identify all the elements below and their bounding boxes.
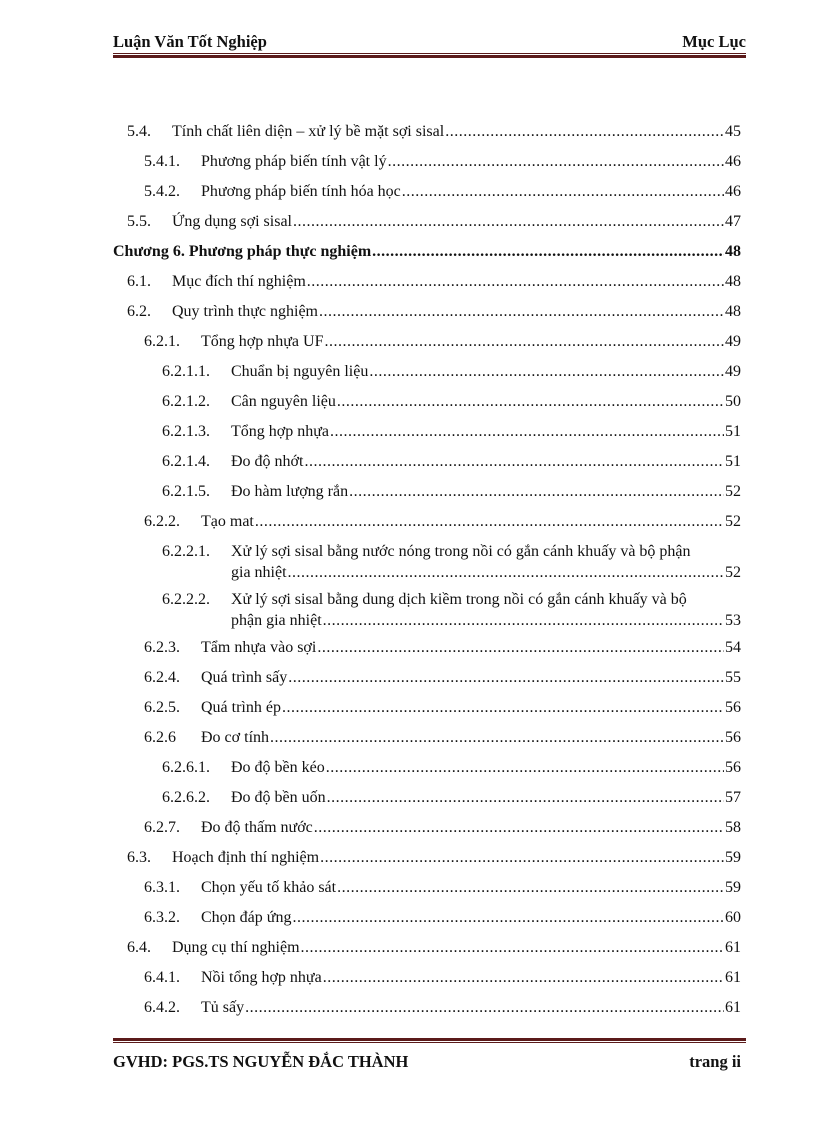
toc-entry-title: Tạo mat <box>201 513 254 530</box>
toc-leader-dots <box>445 120 724 143</box>
toc-entry-page: 53 <box>725 612 741 629</box>
toc-entry[interactable] <box>162 480 741 503</box>
toc-entry-number: 6.2.2.2. <box>162 591 210 608</box>
toc-entry-page: 51 <box>725 423 741 440</box>
toc-leader-dots <box>330 420 724 443</box>
toc-leader-dots <box>319 300 724 323</box>
toc-entry-title: Xử lý sợi sisal bằng dung dịch kiềm trong nồi có gắn cánh khuấy và bộ <box>231 591 687 608</box>
toc-entry[interactable] <box>162 420 741 443</box>
toc-leader-dots <box>314 816 724 839</box>
toc-entry-page: 52 <box>725 564 741 581</box>
toc-entry-number: 6.2.7. <box>144 819 180 836</box>
toc-leader-dots <box>255 510 724 533</box>
toc-entry-number: 6.2.5. <box>144 699 180 716</box>
toc-leader-dots <box>304 450 724 473</box>
toc-entry-title: Hoạch định thí nghiệm <box>172 849 320 866</box>
toc-entry-page: 45 <box>725 123 741 140</box>
toc-entry-page: 61 <box>725 969 741 986</box>
toc-leader-dots <box>307 270 724 293</box>
toc-entry-title: Phương pháp biến tính vật lý <box>201 153 387 170</box>
toc-leader-dots <box>301 936 724 959</box>
toc-leader-dots <box>324 330 724 353</box>
header-section: Mục Lục <box>682 32 746 51</box>
toc-leader-dots <box>326 756 724 779</box>
toc-leader-dots <box>292 906 724 929</box>
toc-entry[interactable] <box>162 450 741 473</box>
toc-entry-number: 5.4.2. <box>144 183 180 200</box>
toc-leader-dots <box>323 609 724 632</box>
toc-leader-dots <box>323 966 724 989</box>
toc-entry[interactable] <box>127 846 741 869</box>
toc-entry-title: Chương 6. Phương pháp thực nghiệm <box>113 243 372 260</box>
toc-entry-title: Nồi tổng hợp nhựa <box>201 969 322 986</box>
toc-entry-number: 6.2.3. <box>144 639 180 656</box>
toc-leader-dots <box>282 696 724 719</box>
toc-leader-dots <box>327 786 724 809</box>
toc-entry-title: Quy trình thực nghiệm <box>172 303 318 320</box>
toc-entry[interactable] <box>144 876 741 899</box>
toc-entry-number: 6.2.1.1. <box>162 363 210 380</box>
toc-entry[interactable] <box>127 210 741 233</box>
toc-entry-number: 6.4. <box>127 939 151 956</box>
toc-entry-title: Cân nguyên liệu <box>231 393 336 410</box>
toc-entry-page: 50 <box>725 393 741 410</box>
toc-entry-title-cont: gia nhiệt <box>231 564 287 581</box>
toc-entry-page: 52 <box>725 513 741 530</box>
header-rule-top <box>113 53 746 54</box>
toc-entry-page: 49 <box>725 363 741 380</box>
toc-entry-page: 60 <box>725 909 741 926</box>
toc-entry[interactable] <box>144 636 741 659</box>
footer-rule <box>113 1038 746 1041</box>
toc-entry[interactable] <box>144 150 741 173</box>
toc-leader-dots <box>317 636 724 659</box>
toc-entry-number: 6.2. <box>127 303 151 320</box>
toc-entry-title: Chuẩn bị nguyên liệu <box>231 363 369 380</box>
toc-leader-dots <box>337 390 724 413</box>
toc-entry-title: Xử lý sợi sisal bằng nước nóng trong nồi có gắn cánh khuấy và bộ phận <box>231 543 691 560</box>
toc-entry-number: 6.2.2. <box>144 513 180 530</box>
toc-entry-title: Phương pháp biến tính hóa học <box>201 183 401 200</box>
toc-entry[interactable] <box>144 996 741 1019</box>
toc-entry-number: 6.4.2. <box>144 999 180 1016</box>
toc-entry-title: Đo độ bền kéo <box>231 759 325 776</box>
toc-entry-page: 59 <box>725 849 741 866</box>
toc-entry[interactable] <box>144 180 741 203</box>
toc-leader-dots <box>293 210 724 233</box>
toc-entry-page: 48 <box>725 303 741 320</box>
toc-leader-dots <box>270 726 724 749</box>
toc-entry-title: Tính chất liên diện – xử lý bề mặt sợi sisal <box>172 123 445 140</box>
toc-entry[interactable] <box>144 966 741 989</box>
toc-leader-dots <box>245 996 724 1019</box>
toc-entry[interactable] <box>144 510 741 533</box>
footer-advisor: GVHD: PGS.TS NGUYỄN ĐẮC THÀNH <box>113 1052 409 1071</box>
toc-leader-dots <box>369 360 724 383</box>
toc-entry-title: Tổng hợp nhựa UF <box>201 333 324 350</box>
toc-entry-title: Đo độ nhớt <box>231 453 304 470</box>
toc-entry[interactable] <box>162 588 741 632</box>
toc-entry-title: Đo hàm lượng rắn <box>231 483 349 500</box>
toc-entry-number: 6.4.1. <box>144 969 180 986</box>
toc-entry[interactable] <box>127 270 741 293</box>
toc-entry-title: Quá trình sấy <box>201 669 288 686</box>
toc-entry-number: 6.2.1. <box>144 333 180 350</box>
toc-entry[interactable] <box>162 390 741 413</box>
toc-leader-dots <box>288 561 724 584</box>
page-number: trang ii <box>689 1052 741 1071</box>
toc-entry-page: 47 <box>725 213 741 230</box>
toc-entry-title: Tổng hợp nhựa <box>231 423 330 440</box>
toc-entry-title: Quá trình ép <box>201 699 281 716</box>
toc-entry[interactable] <box>144 726 741 749</box>
toc-entry-page: 46 <box>725 183 741 200</box>
toc-leader-dots <box>337 876 724 899</box>
toc-entry-title: Đo độ bền uốn <box>231 789 326 806</box>
toc-entry-title: Ứng dụng sợi sisal <box>172 213 292 230</box>
toc-entry-title: Tẩm nhựa vào sợi <box>201 639 317 656</box>
toc-entry-number: 6.3.2. <box>144 909 180 926</box>
toc-entry[interactable] <box>127 936 741 959</box>
toc-entry-number: 6.2.6 <box>144 729 176 746</box>
toc-entry-number: 6.2.1.2. <box>162 393 210 410</box>
toc-entry[interactable] <box>162 756 741 779</box>
toc-entry-title: Chọn đáp ứng <box>201 909 292 926</box>
header-rule <box>113 55 746 58</box>
toc-entry-number: 6.3. <box>127 849 151 866</box>
footer-rule-bottom <box>113 1042 746 1043</box>
toc-entry-page: 61 <box>725 999 741 1016</box>
toc-leader-dots <box>288 666 724 689</box>
toc-entry-page: 59 <box>725 879 741 896</box>
toc-entry[interactable] <box>127 120 741 143</box>
toc-entry-number: 6.2.6.1. <box>162 759 210 776</box>
toc-entry[interactable] <box>144 906 741 929</box>
toc-leader-dots <box>372 240 724 263</box>
toc-entry-page: 58 <box>725 819 741 836</box>
toc-leader-dots <box>349 480 724 503</box>
toc-entry[interactable] <box>127 300 741 323</box>
toc-entry-page: 48 <box>725 243 741 260</box>
toc-entry-page: 46 <box>725 153 741 170</box>
toc-entry-page: 56 <box>725 759 741 776</box>
toc-entry[interactable] <box>144 330 741 353</box>
toc-leader-dots <box>388 150 724 173</box>
toc-entry-title: Đo cơ tính <box>201 729 270 746</box>
toc-entry-number: 6.2.1.4. <box>162 453 210 470</box>
toc-entry-page: 52 <box>725 483 741 500</box>
toc-entry-number: 6.1. <box>127 273 151 290</box>
toc-entry-number: 5.4.1. <box>144 153 180 170</box>
toc-entry[interactable] <box>162 786 741 809</box>
toc-entry-number: 6.2.1.5. <box>162 483 210 500</box>
toc-chapter-entry[interactable] <box>113 240 741 263</box>
toc-leader-dots <box>402 180 724 203</box>
toc-entry-title: Mục đích thí nghiệm <box>172 273 306 290</box>
toc-entry-number: 6.2.4. <box>144 669 180 686</box>
toc-entry-title-cont: phận gia nhiệt <box>231 612 322 629</box>
toc-entry[interactable] <box>162 540 741 584</box>
toc-entry[interactable] <box>144 696 741 719</box>
toc-entry-page: 55 <box>725 669 741 686</box>
toc-entry-page: 49 <box>725 333 741 350</box>
toc-entry-title: Đo độ thấm nước <box>201 819 313 836</box>
toc-entry-page: 51 <box>725 453 741 470</box>
toc-entry-page: 54 <box>725 639 741 656</box>
toc-entry[interactable] <box>144 816 741 839</box>
toc-entry-page: 61 <box>725 939 741 956</box>
page-header <box>113 32 746 52</box>
toc-entry-title: Dụng cụ thí nghiệm <box>172 939 300 956</box>
toc-entry-number: 5.5. <box>127 213 151 230</box>
toc-entry-page: 56 <box>725 729 741 746</box>
toc-entry-title: Tủ sấy <box>201 999 245 1016</box>
toc-entry-number: 5.4. <box>127 123 151 140</box>
toc-entry[interactable] <box>144 666 741 689</box>
toc-entry[interactable] <box>162 360 741 383</box>
toc-leader-dots <box>320 846 724 869</box>
toc-entry-number: 6.2.1.3. <box>162 423 210 440</box>
toc-entry-title: Chọn yếu tố khảo sát <box>201 879 337 896</box>
toc-entry-page: 57 <box>725 789 741 806</box>
toc-entry-number: 6.2.6.2. <box>162 789 210 806</box>
toc-entry-page: 48 <box>725 273 741 290</box>
toc-entry-page: 56 <box>725 699 741 716</box>
header-title: Luận Văn Tốt Nghiệp <box>113 32 267 51</box>
toc-entry-number: 6.3.1. <box>144 879 180 896</box>
toc-entry-number: 6.2.2.1. <box>162 543 210 560</box>
